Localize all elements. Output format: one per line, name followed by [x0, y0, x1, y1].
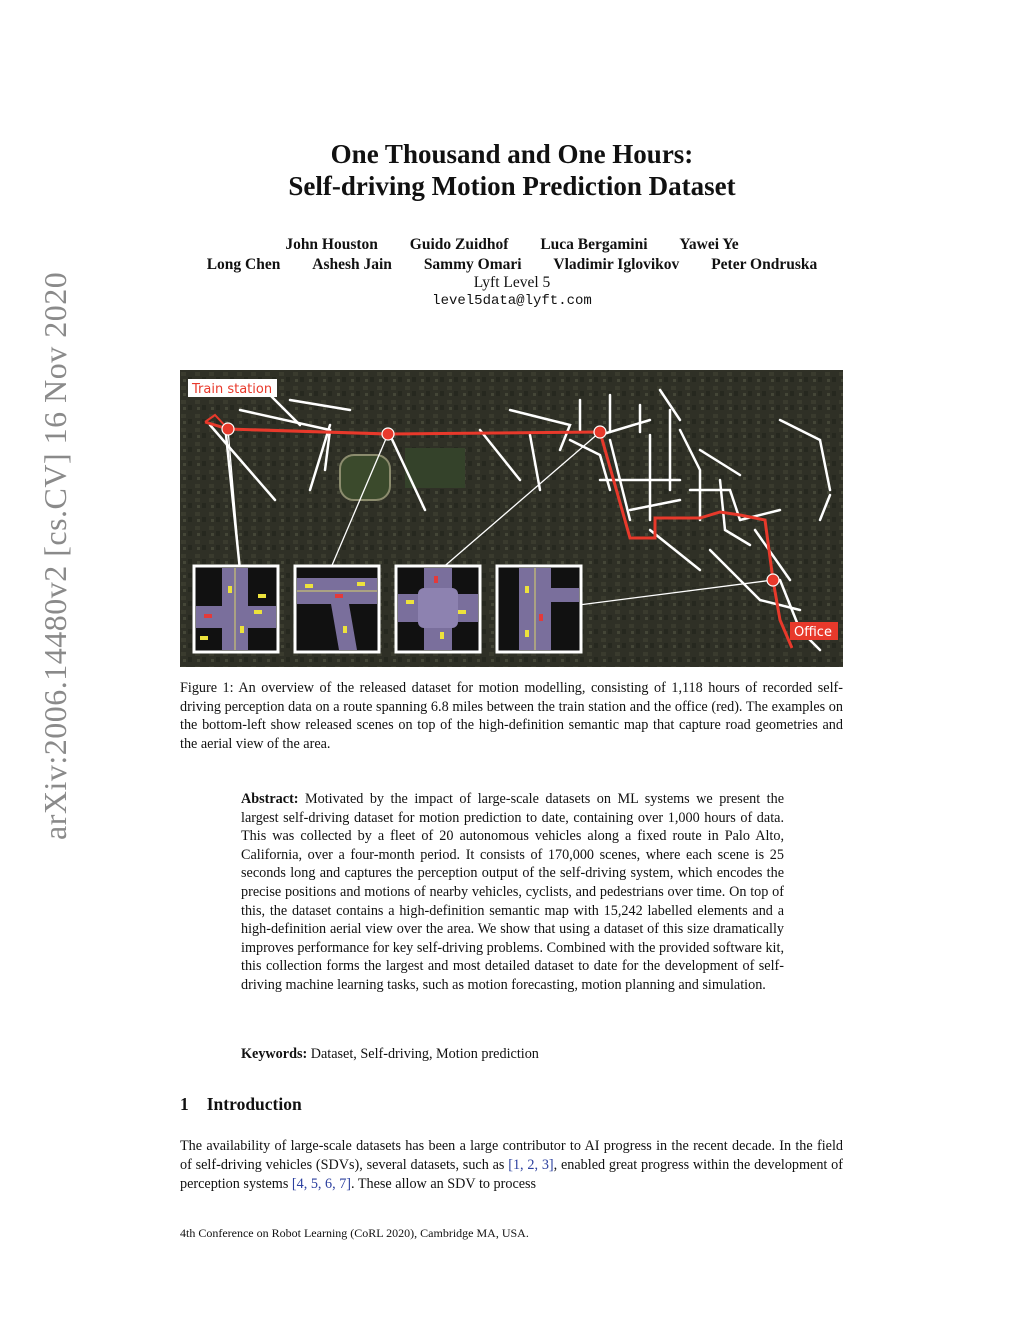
contact-email[interactable]: level5data@lyft.com — [432, 293, 592, 309]
author: Sammy Omari — [423, 256, 522, 273]
author: Long Chen — [206, 256, 281, 273]
route-marker — [767, 574, 779, 586]
conference-footnote: 4th Conference on Robot Learning (CoRL 2020), Cambridge MA, USA. — [180, 1226, 529, 1240]
route-marker — [222, 423, 234, 435]
route-marker — [594, 426, 606, 438]
authors-row-2 — [0, 256, 1024, 274]
section-number: 1 — [180, 1094, 189, 1114]
author: Ashesh Jain — [312, 256, 392, 273]
intro-text: The availability of large-scale datasets has been a large contributor to AI progress in the recent decade. In the field of self-driving vehicles (SDVs), several datasets, such as — [180, 1138, 843, 1173]
author: Vladimir Iglovikov — [553, 256, 680, 273]
author: Yawei Ye — [679, 236, 739, 253]
keywords-text: Dataset, Self-driving, Motion prediction — [307, 1046, 539, 1062]
keywords — [241, 1046, 784, 1063]
intro-text: . These allow an SDV to process — [351, 1176, 537, 1192]
intro-text: , enabled great progress within the development of perception systems — [180, 1157, 843, 1192]
figure-caption: Figure 1: An overview of the released dataset for motion modelling, consisting of 1,118 hours of recorded self-driving perception data on a route spanning 6.8 miles between the train station and the office (red). The examples on the bottom-left show released scenes on top of the high-definition semantic map that capture road geometries and the aerial view of the area. — [180, 680, 843, 752]
office-label — [790, 622, 838, 640]
abstract-label: Abstract: — [241, 791, 299, 807]
citation-link[interactable]: [1, 2, 3] — [508, 1157, 554, 1173]
section-heading — [180, 1094, 302, 1115]
train-station-label — [188, 379, 277, 397]
author: Guido Zuidhof — [409, 236, 509, 253]
scene-thumbnail-3 — [396, 566, 480, 652]
authors-row-1 — [0, 236, 1024, 254]
author: Luca Bergamini — [540, 236, 648, 253]
abstract-text: Motivated by the impact of large-scale datasets on ML systems we present the largest self-driving dataset for motion prediction to date, containing over 1,000 hours of data. This was collected by a fleet of 20 autonomous vehicles along a fixed route in Palo Alto, California, over a four-month period. It consists of 170,000 scenes, where each scene is 25 seconds long and captures the perception output of the self-driving system, which encodes the precise positions and motions of nearby vehicles, cyclists, and pedestrians over time. On top of this, the dataset contains a high-definition semantic map with 15,242 labelled elements and a high-definition aerial view over the area. We show that using a dataset of this size dramatically improves performance for key self-driving problems. Combined with the provided software kit, this collection forms the largest and most detailed dataset to date for the development of self-driving machine learning tasks, such as motion forecasting, motion planning and simulation. — [241, 791, 784, 993]
intro-paragraph — [180, 1137, 843, 1194]
citation-link[interactable]: [4, 5, 6, 7] — [291, 1176, 352, 1192]
route-marker — [382, 428, 394, 440]
svg-text:Office: Office — [794, 625, 832, 640]
field-area — [405, 448, 465, 488]
stadium-area — [340, 455, 390, 500]
scene-thumbnail-2 — [295, 566, 379, 652]
affiliation: Lyft Level 5 — [473, 274, 551, 291]
arxiv-identifier: arXiv:2006.14480v2 [cs.CV] 16 Nov 2020 — [37, 271, 73, 840]
paper-title — [0, 138, 1024, 202]
scene-thumbnail-1 — [194, 566, 278, 652]
keywords-label: Keywords: — [241, 1046, 308, 1062]
abstract — [241, 790, 784, 995]
title-line-2: Self-driving Motion Prediction Dataset — [288, 171, 736, 201]
section-title: Introduction — [206, 1094, 302, 1114]
author: Peter Ondruska — [711, 256, 818, 273]
scene-thumbnail-4 — [497, 566, 581, 652]
svg-text:Train station: Train station — [192, 382, 273, 397]
figure-1-route-map — [180, 370, 843, 667]
author: John Houston — [285, 236, 378, 253]
title-line-1: One Thousand and One Hours: — [330, 139, 694, 169]
